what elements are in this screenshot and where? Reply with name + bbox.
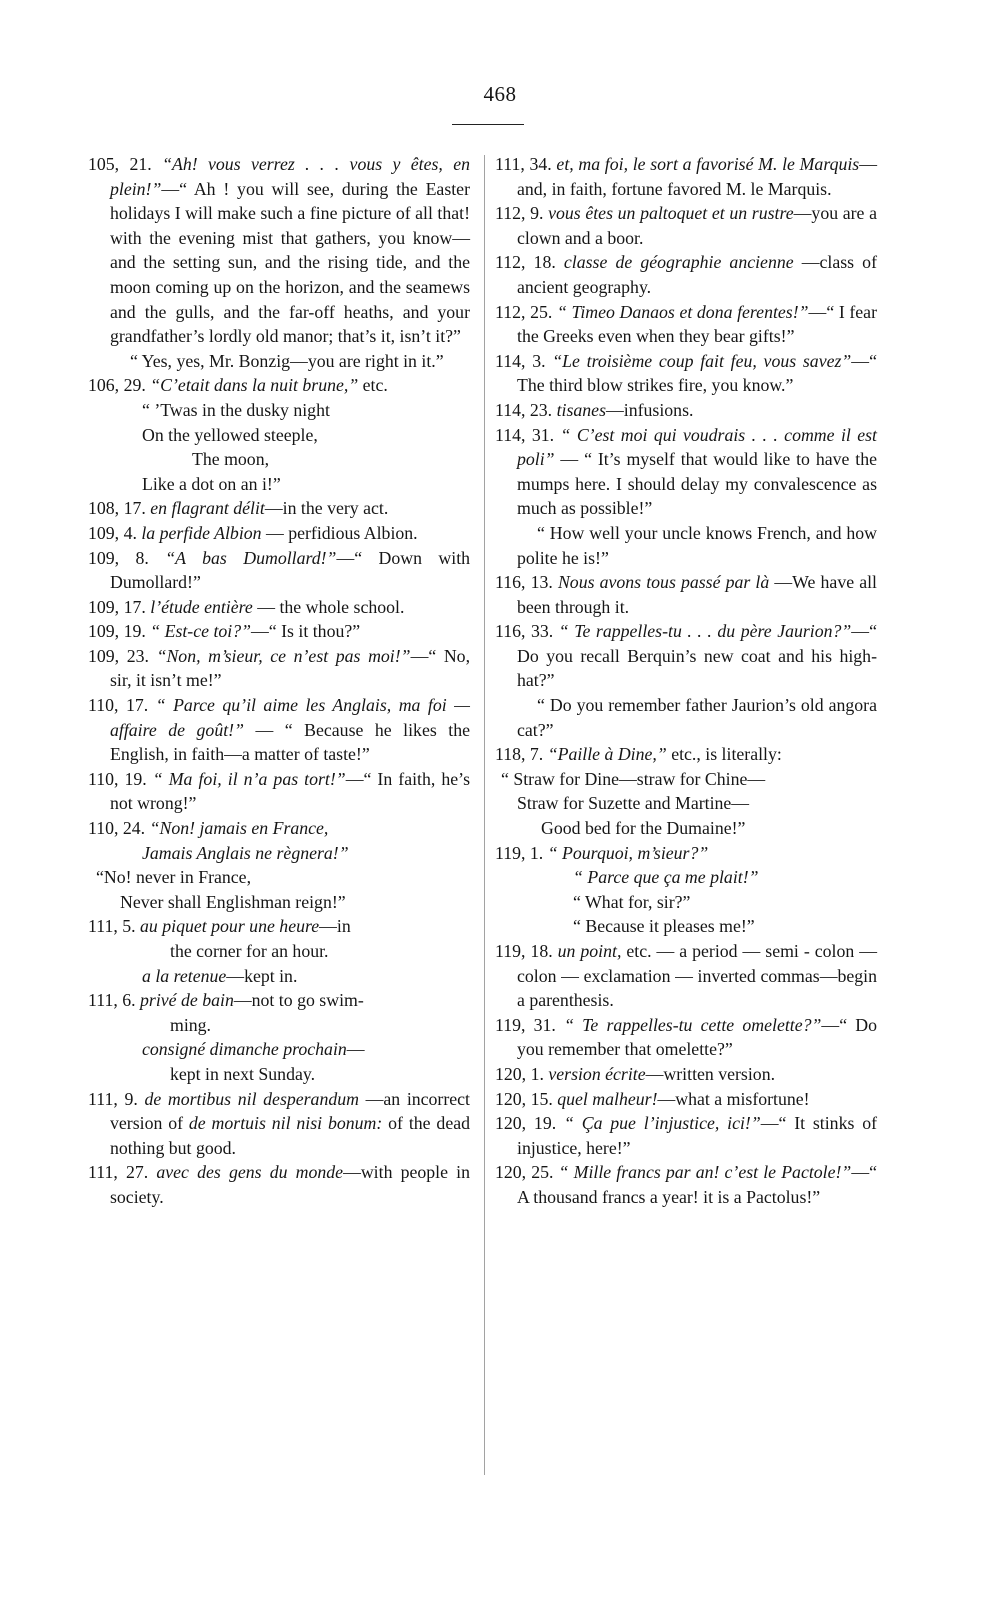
note-entry: 119, 1. “ Pourquoi, m’sieur?”	[495, 842, 709, 863]
verse-line: Like a dot on an i!”	[142, 473, 281, 494]
note-entry: 111, 27. avec des gens du monde—with people in society.	[88, 1162, 471, 1207]
note-entry: 108, 17. en flagrant délit—in the very act.	[88, 498, 389, 519]
note-entry: 120, 15. quel malheur!—what a misfortune!	[495, 1088, 810, 1109]
note-entry: 118, 7. “Paille à Dine,” etc., is literally:	[495, 744, 782, 765]
verse-line: Jamais Anglais ne règnera!”	[142, 842, 349, 863]
note-entry: 109, 8. “A bas Dumollard!”—“ Down with Dumollard!”	[88, 547, 471, 593]
note-entry: 120, 25. “ Mille francs par an! c’est le Pactole!”—“ A thousand francs a year! it is a Pactolus!”	[495, 1162, 878, 1207]
note-entry: 111, 9. de mortibus nil desperandum —an incorrect version of de mortuis nil nisi bonum: of the dead nothing but good.	[88, 1088, 471, 1158]
note-entry: 109, 17. l’étude entière — the whole school.	[88, 596, 405, 617]
note-entry: 112, 18. classe de géographie ancienne —class of ancient geography.	[495, 252, 877, 297]
verse-line: Straw for Suzette and Martine—	[517, 793, 750, 814]
note-entry: 114, 3. “Le troisième coup fait feu, vous savez”—“ The third blow strikes fire, you know.”	[495, 350, 877, 396]
note-entry: 110, 24. “Non! jamais en France,	[88, 818, 329, 839]
note-entry: 105, 21. “Ah! vous verrez . . . vous y êtes, en plein!”—“ Ah ! you will see, during the Easter holidays I will make such a fine picture of all that! with the evening mist that gathers, you know—and the setting sun, and the rising tide, and the moon coming up on the horizon, and the seamews and the gulls, and the far-off heaths, and your grandfather’s lordly old manor; that’s it, isn’t it?”	[88, 154, 470, 347]
note-entry: 109, 4. la perfide Albion — perfidious Albion.	[88, 522, 418, 543]
verse-line: “No! never in France,	[96, 867, 252, 888]
verse-line: “ What for, sir?”	[573, 891, 691, 912]
note-entry: 120, 19. “ Ça pue l’injustice, ici!”—“ It stinks of injustice, here!”	[495, 1113, 878, 1158]
verse-line: “ Because it pleases me!”	[573, 916, 755, 937]
verse-line: Never shall Englishman reign!”	[120, 891, 346, 912]
note-continuation: “ Do you remember father Jaurion’s old angora cat?”	[517, 695, 877, 740]
column-divider	[484, 155, 485, 1475]
note-entry: 109, 23. “Non, m’sieur, ce n’est pas moi!”—“ No, sir, it isn’t me!”	[88, 645, 471, 691]
note-entry: 114, 31. “ C’est moi qui voudrais . . . comme il est poli” — “ It’s myself that would like to have the mumps here. I should delay my convalescence as much as possible!”	[495, 424, 877, 519]
note-entry: 120, 1. version écrite—written version.	[495, 1063, 776, 1084]
note-subentry: a la retenue—kept in.	[142, 965, 298, 986]
right-column	[495, 152, 877, 1210]
note-entry: 111, 34. et, ma foi, le sort a favorisé M. le Marquis—and, in faith, fortune favored M. le Marquis.	[495, 154, 878, 199]
left-column	[88, 152, 470, 1210]
note-entry: 110, 17. “ Parce qu’il aime les Anglais, ma foi — affaire de goût!” — “ Because he likes the English, in faith—a matter of taste!”	[88, 695, 470, 765]
note-entry: 119, 31. “ Te rappelles-tu cette omelette?”—“ Do you remember that omelette?”	[495, 1014, 878, 1060]
note-entry: 106, 29. “C’etait dans la nuit brune,” etc.	[88, 375, 388, 396]
verse-line: “ Straw for Dine—straw for Chine—	[501, 768, 766, 789]
note-entry: 111, 5. au piquet pour une heure—in	[88, 916, 351, 937]
verse-line: “ ’Twas in the dusky night	[142, 399, 330, 420]
note-entry: 112, 9. vous êtes un paltoquet et un rustre—you are a clown and a boor.	[495, 203, 877, 248]
note-entry: 116, 13. Nous avons tous passé par là —We have all been through it.	[495, 572, 877, 617]
note-continuation: “ Yes, yes, Mr. Bonzig—you are right in it.”	[130, 350, 444, 371]
verse-line: The moon,	[192, 449, 270, 470]
note-entry: 112, 25. “ Timeo Danaos et dona ferentes!”—“ I fear the Greeks even when they bear gifts!”	[495, 301, 877, 347]
page-number: 468	[483, 82, 517, 106]
verse-line: On the yellowed steeple,	[142, 424, 318, 445]
note-continuation: “ How well your uncle knows French, and how polite he is!”	[517, 522, 877, 568]
note-entry: 119, 18. un point, etc. — a period — semi - colon — colon — exclamation — inverted commas—begin a parenthesis.	[495, 941, 877, 1011]
note-subentry: consigné dimanche prochain—	[142, 1039, 365, 1060]
note-entry: 111, 6. privé de bain—not to go swim-	[88, 990, 364, 1011]
note-continuation: ming.	[170, 1014, 211, 1035]
note-continuation: kept in next Sunday.	[170, 1063, 316, 1084]
verse-line: “ Parce que ça me plait!”	[573, 867, 759, 888]
header-rule	[452, 124, 524, 125]
note-entry: 114, 23. tisanes—infusions.	[495, 399, 694, 420]
note-entry: 110, 19. “ Ma foi, il n’a pas tort!”—“ In faith, he’s not wrong!”	[88, 768, 470, 814]
note-entry: 116, 33. “ Te rappelles-tu . . . du père Jaurion?”—“ Do you recall Berquin’s new coat and his high-hat?”	[495, 621, 877, 691]
note-continuation: the corner for an hour.	[170, 941, 329, 961]
note-entry: 109, 19. “ Est-ce toi?”—“ Is it thou?”	[88, 621, 361, 642]
verse-line: Good bed for the Dumaine!”	[541, 818, 746, 839]
